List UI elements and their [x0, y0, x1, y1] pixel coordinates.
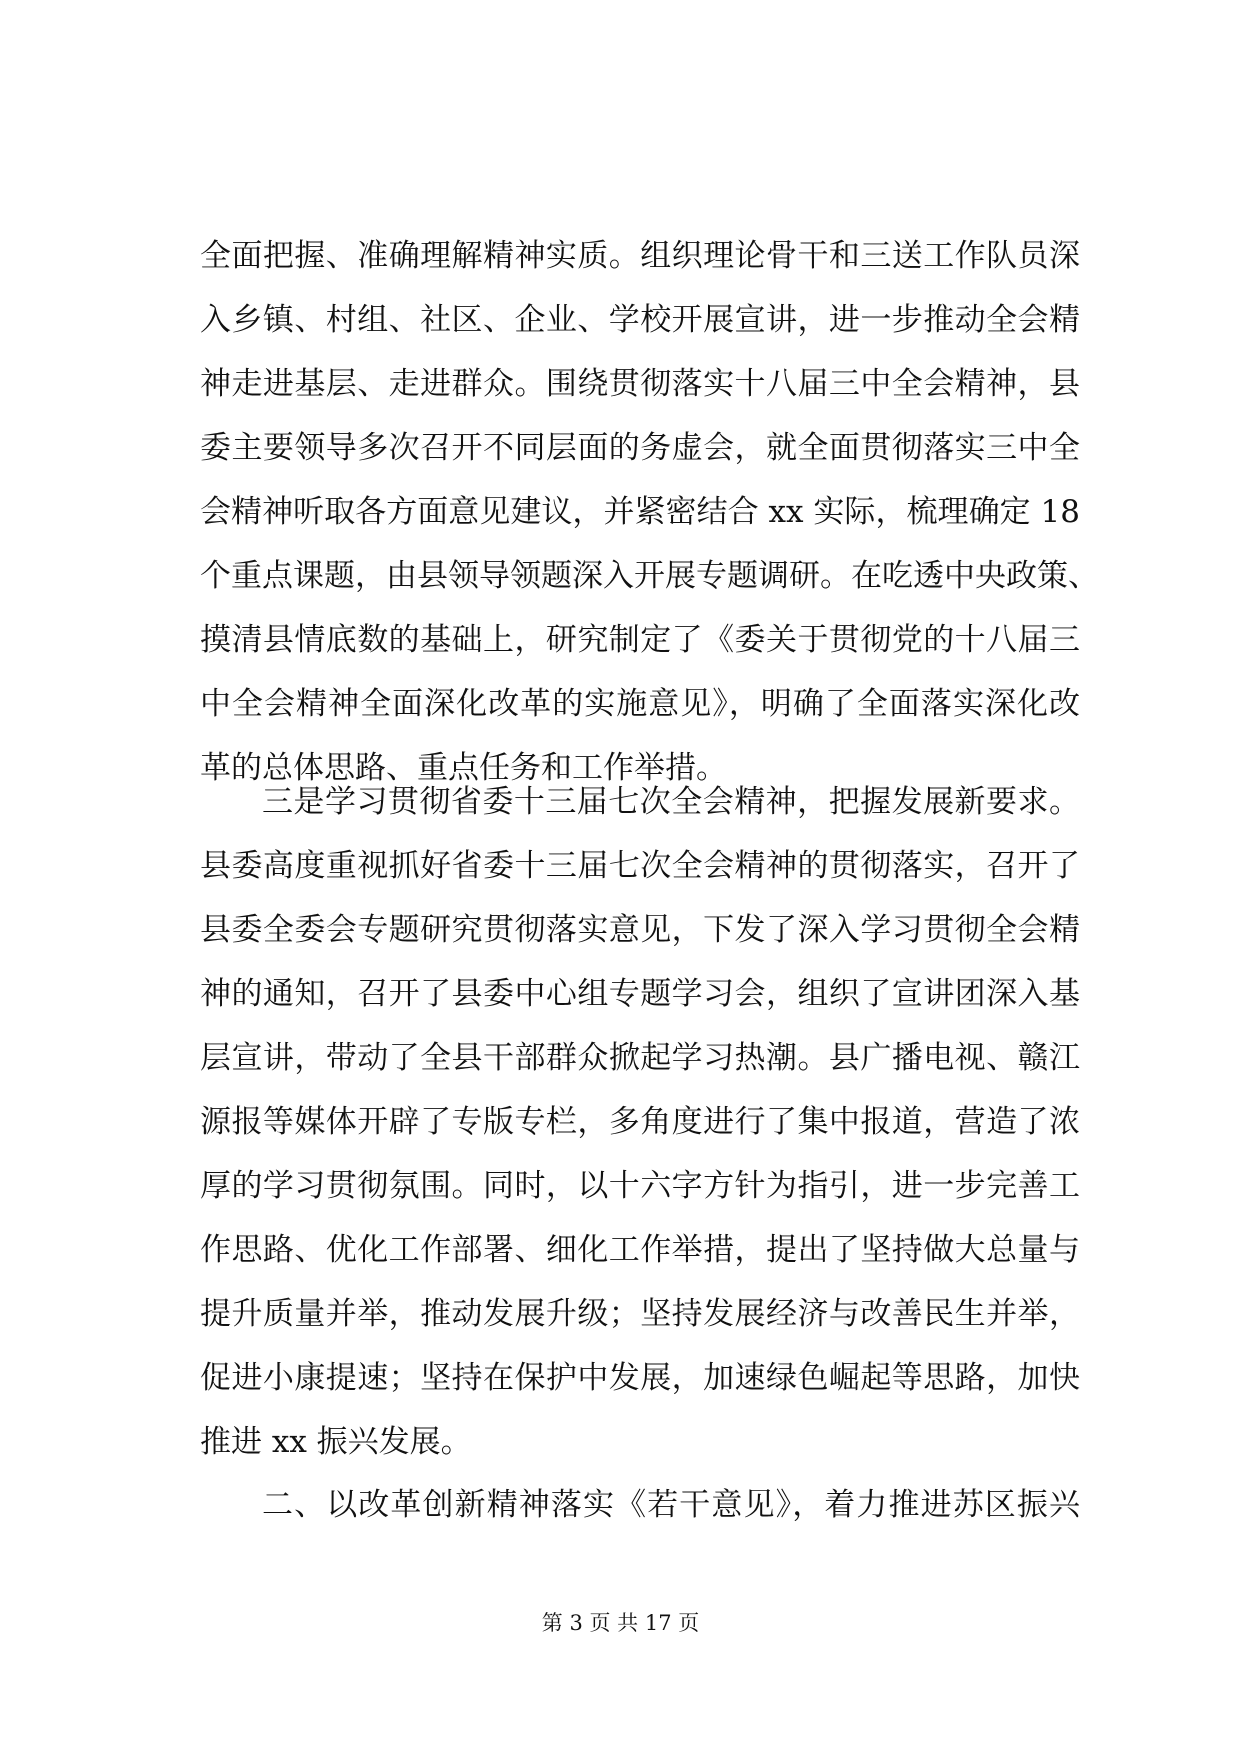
text-line: 县委全委会专题研究贯彻落实意见，下发了深入学习贯彻全会精 [200, 912, 1080, 948]
text-line: 推进 xx 振兴发展。 [200, 1424, 472, 1460]
text-line: 革的总体思路、重点任务和工作举措。 [200, 750, 727, 786]
text-line: 促进小康提速；坚持在保护中发展，加速绿色崛起等思路，加快 [200, 1360, 1080, 1396]
text-line: 厚的学习贯彻氛围。同时，以十六字方针为指引，进一步完善工 [200, 1168, 1080, 1204]
text-line: 委主要领导多次召开不同层面的务虚会，就全面贯彻落实三中全 [200, 430, 1080, 466]
text-line: 神走进基层、走进群众。围绕贯彻落实十八届三中全会精神，县 [200, 366, 1080, 402]
paragraph-study-provincial-plenum [200, 770, 1080, 1474]
text-line: 县委高度重视抓好省委十三届七次全会精神的贯彻落实，召开了 [200, 848, 1080, 884]
text-line: 会精神听取各方面意见建议，并紧密结合 xx 实际，梳理确定 18 [200, 494, 1080, 530]
paragraph-continued [200, 224, 1099, 800]
text-line: 中全会精神全面深化改革的实施意见》，明确了全面落实深化改 [200, 686, 1080, 722]
text-line: 源报等媒体开辟了专版专栏，多角度进行了集中报道，营造了浓 [200, 1104, 1080, 1140]
section-heading-two [200, 1473, 1080, 1537]
text-line: 作思路、优化工作部署、细化工作举措，提出了坚持做大总量与 [200, 1232, 1080, 1268]
page-number-footer: 第 3 页 共 17 页 [541, 1611, 700, 1635]
text-line: 神的通知，召开了县委中心组专题学习会，组织了宣讲团深入基 [200, 976, 1080, 1012]
text-line-indented: 二、以改革创新精神落实《若干意见》，着力推进苏区振兴 [262, 1487, 1080, 1523]
text-line: 个重点课题，由县领导领题深入开展专题调研。在吃透中央政策、 [200, 558, 1099, 594]
text-line-indented: 三是学习贯彻省委十三届七次全会精神，把握发展新要求。 [262, 784, 1080, 820]
text-line: 摸清县情底数的基础上，研究制定了《委关于贯彻党的十八届三 [200, 622, 1080, 658]
text-line: 提升质量并举，推动发展升级；坚持发展经济与改善民生并举， [200, 1296, 1080, 1332]
text-line: 全面把握、准确理解精神实质。组织理论骨干和三送工作队员深 [200, 238, 1080, 274]
text-line: 入乡镇、村组、社区、企业、学校开展宣讲，进一步推动全会精 [200, 302, 1080, 338]
text-line: 层宣讲，带动了全县干部群众掀起学习热潮。县广播电视、赣江 [200, 1040, 1080, 1076]
